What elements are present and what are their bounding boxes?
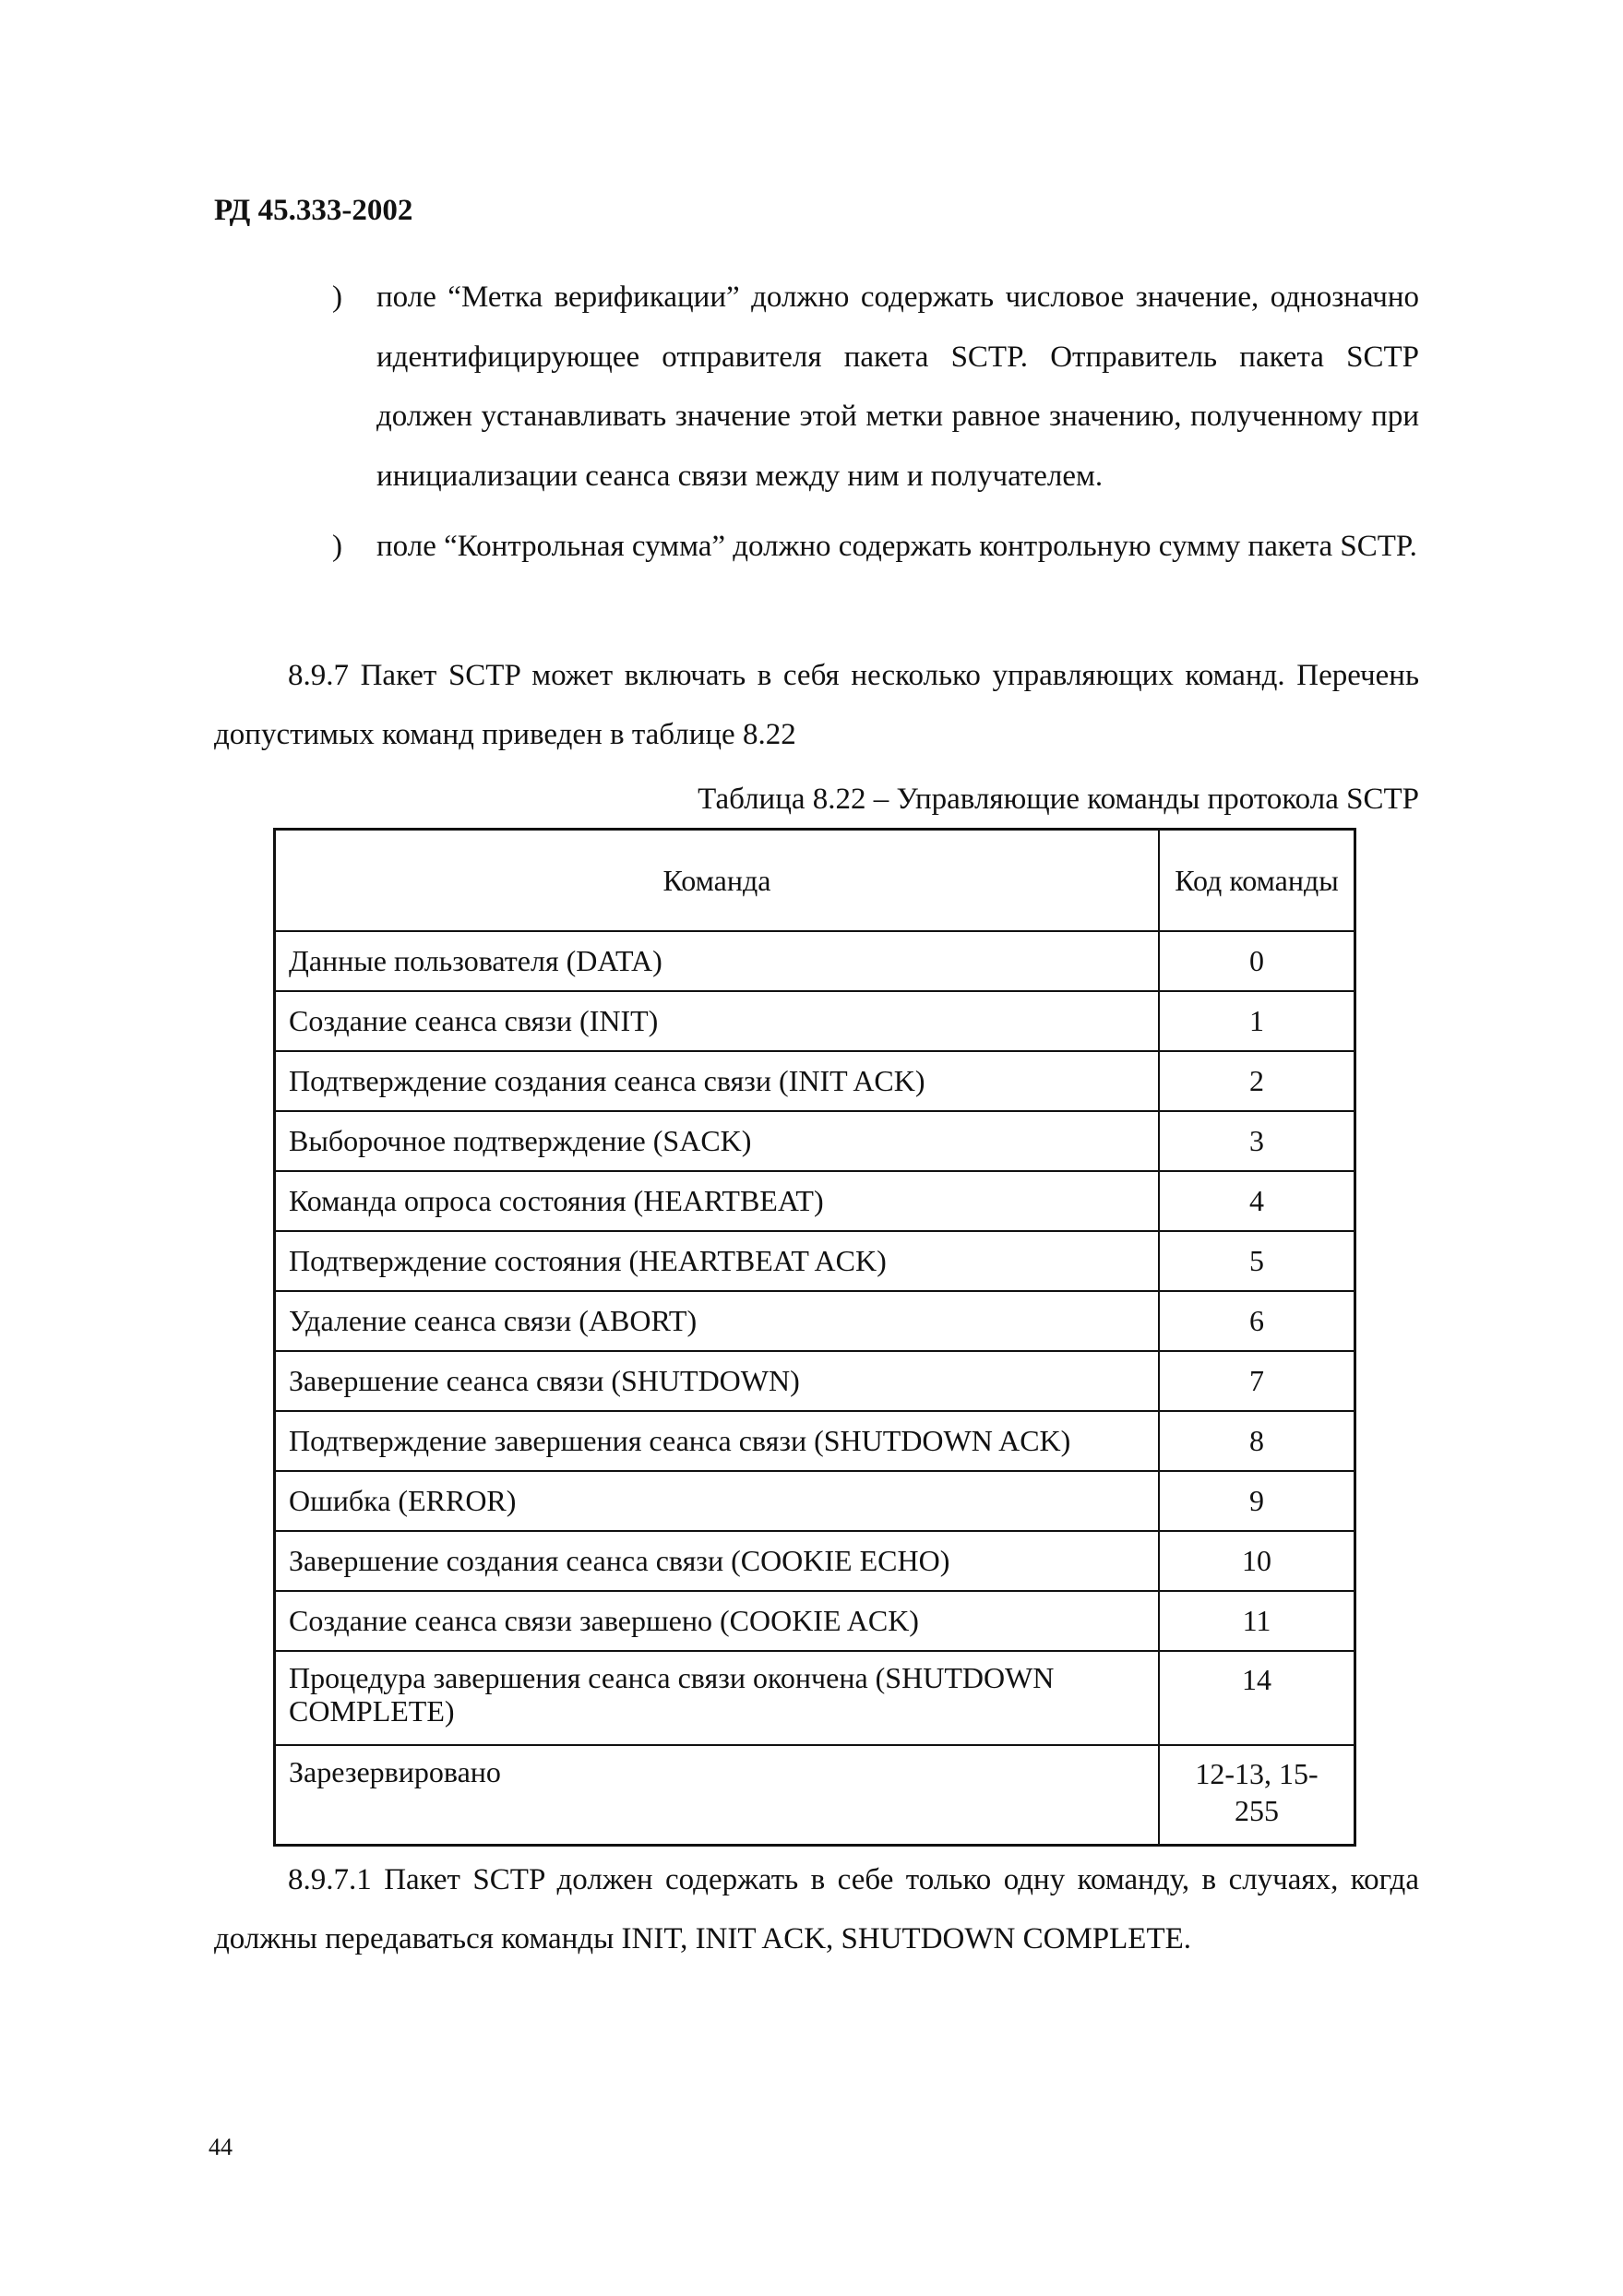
table-row xyxy=(275,991,1355,1051)
table-header-row xyxy=(275,830,1355,932)
command-code: 1 xyxy=(1159,991,1355,1051)
command-name: Завершение создания сеанса связи (COOKIE ECHO) xyxy=(275,1531,1160,1591)
paragraph-8-9-7-1: 8.9.7.1 Пакет SCTP должен содержать в себе только одну команду, в случаях, когда должны передаваться команды INIT, INIT ACK, SHUTDOWN COMPLETE. xyxy=(214,1863,1419,1955)
command-code: 4 xyxy=(1159,1171,1355,1231)
sctp-commands-table xyxy=(273,828,1356,1847)
command-code: 11 xyxy=(1159,1591,1355,1651)
command-name: Подтверждение завершения сеанса связи (SHUTDOWN ACK) xyxy=(275,1411,1160,1471)
table-row xyxy=(275,1231,1355,1291)
command-name: Удаление сеанса связи (ABORT) xyxy=(275,1291,1160,1351)
command-code: 12-13, 15-255 xyxy=(1159,1745,1355,1846)
command-name: Данные пользователя (DATA) xyxy=(275,931,1160,991)
table-row xyxy=(275,1651,1355,1745)
command-name: Завершение сеанса связи (SHUTDOWN) xyxy=(275,1351,1160,1411)
command-code: 14 xyxy=(1159,1651,1355,1745)
table-caption: Таблица 8.22 – Управляющие команды протокола SCTP xyxy=(698,783,1419,816)
command-name: Выборочное подтверждение (SACK) xyxy=(275,1111,1160,1171)
table-row xyxy=(275,1051,1355,1111)
command-name: Подтверждение создания сеанса связи (INIT ACK) xyxy=(275,1051,1160,1111)
command-name: Ошибка (ERROR) xyxy=(275,1471,1160,1531)
command-name: Создание сеанса связи завершено (COOKIE ACK) xyxy=(275,1591,1160,1651)
command-name: Подтверждение состояния (HEARTBEAT ACK) xyxy=(275,1231,1160,1291)
command-code: 0 xyxy=(1159,931,1355,991)
table-row xyxy=(275,1531,1355,1591)
table-row xyxy=(275,1745,1355,1846)
table-row xyxy=(275,1291,1355,1351)
command-code: 2 xyxy=(1159,1051,1355,1111)
command-code: 3 xyxy=(1159,1111,1355,1171)
command-code: 7 xyxy=(1159,1351,1355,1411)
command-code: 9 xyxy=(1159,1471,1355,1531)
table-row xyxy=(275,1411,1355,1471)
command-code: 8 xyxy=(1159,1411,1355,1471)
table-row xyxy=(275,1351,1355,1411)
command-name: Команда опроса состояния (HEARTBEAT) xyxy=(275,1171,1160,1231)
list-item-verification-tag: поле “Метка верификации” должно содержать числовое значение, однозначно идентифицирующее отправителя пакета SCTP. Отправитель пакета SCTP должен устанавливать значение этой метки равное значению, полученному при инициализации сеанса связи между ним и получателем. xyxy=(376,281,1419,493)
command-code: 6 xyxy=(1159,1291,1355,1351)
list-marker-2: ) xyxy=(332,530,342,563)
paragraph-8-9-7: 8.9.7 Пакет SCTP может включать в себя несколько управляющих команд. Перечень допустимых команд приведен в таблице 8.22 xyxy=(214,659,1419,751)
list-marker-1: ) xyxy=(332,281,342,314)
table-row xyxy=(275,1171,1355,1231)
command-name: Зарезервировано xyxy=(275,1745,1160,1846)
list-item-checksum: поле “Контрольная сумма” должно содержать контрольную сумму пакета SCTP. xyxy=(376,530,1417,563)
header-command: Команда xyxy=(275,830,1160,932)
table-row xyxy=(275,1111,1355,1171)
command-code: 5 xyxy=(1159,1231,1355,1291)
command-code: 10 xyxy=(1159,1531,1355,1591)
command-name: Создание сеанса связи (INIT) xyxy=(275,991,1160,1051)
table-row xyxy=(275,931,1355,991)
table-row xyxy=(275,1471,1355,1531)
command-name: Процедура завершения сеанса связи окончена (SHUTDOWN COMPLETE) xyxy=(275,1651,1160,1745)
header-code: Код команды xyxy=(1159,830,1355,932)
document-id-header: РД 45.333-2002 xyxy=(214,194,413,227)
page-number: 44 xyxy=(209,2134,233,2160)
table-row xyxy=(275,1591,1355,1651)
